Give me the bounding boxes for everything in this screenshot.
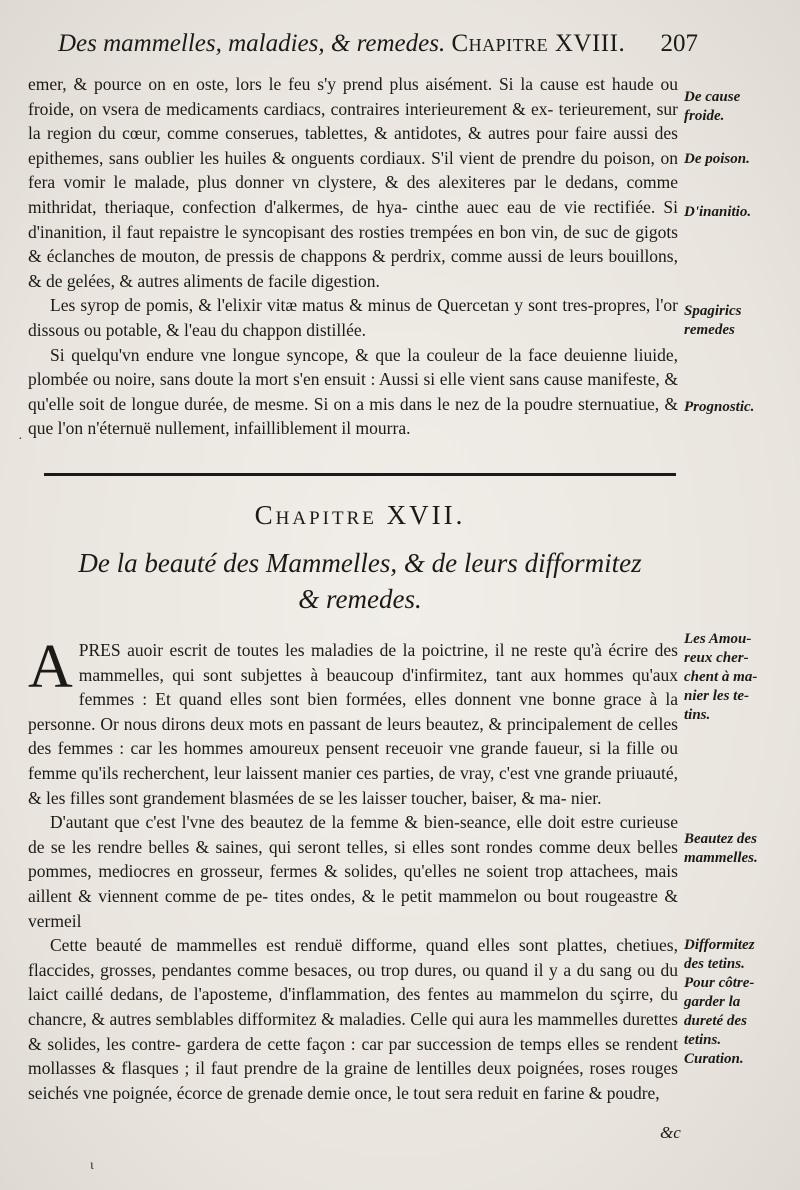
text-line: Cette beauté de mammelles est renduë difforme, quand elles sont plattes, xyxy=(50,935,617,956)
note-line: Les Amou- xyxy=(684,631,752,647)
note-line: reux cher- xyxy=(684,650,749,666)
text-line: chetiues, flaccides, grosses, pendantes comme besaces, ou trop dures, ou quand xyxy=(28,935,678,980)
margin-note-poison xyxy=(684,150,796,169)
text-line: fentes au mammelon du sçirre, du chancre, & autres semblables difformitez xyxy=(28,984,678,1029)
note-line: mammelles. xyxy=(684,850,758,866)
note-line: D'inanitio. xyxy=(684,204,752,220)
note-line: dureté des xyxy=(684,1013,747,1029)
text-line: solides, qu'elles ne soient trop attachees, mais aillent & viennent comme de pe- xyxy=(28,861,678,906)
note-line: remedes xyxy=(684,322,735,338)
text-line: mourra. xyxy=(355,418,411,439)
paragraph xyxy=(28,72,678,293)
chapter-subtitle xyxy=(40,545,680,617)
text-line: des alexiteres par le dedans, comme mithridat, theriaque, confection d'alkermes, de hya- xyxy=(28,172,678,217)
text-line: sont rondes comme deux belles pommes, mediocres en grosseur, fermes & xyxy=(28,836,678,882)
text-line: liuide, plombée ou noire, sans doute la mort s'en ensuit : Aussi si elle vient xyxy=(28,344,678,390)
ink-mark: ɩ xyxy=(90,1158,94,1173)
note-line: nier les te- xyxy=(684,688,749,704)
paragraph xyxy=(28,293,678,342)
text-line: terieurement, sur la region du cœur, comme conserues, tablettes, & antidotes, xyxy=(28,98,679,144)
page-number: 207 xyxy=(660,30,698,57)
text-line: D'autant que c'est l'vne des beautez de la femme & bien-seance, elle doit xyxy=(50,812,581,833)
text-line: vne bonne grace à la personne. Or nous dirons deux mots en passant de leurs xyxy=(28,689,679,734)
chapter-title: Chapitre XVII. xyxy=(254,500,466,530)
text-line: gardera de cette façon : car par succession de temps elles se rendent mollasses xyxy=(28,1033,678,1079)
note-line: Beautez des xyxy=(684,831,757,847)
text-line: perdrix, comme aussi de leurs bouillons, & de gelées, & autres aliments de facile xyxy=(28,246,678,291)
text-line: Si quelqu'vn endure vne longue syncope, & que la couleur de la face deuienne xyxy=(50,344,634,365)
text-line: trempées en bon vin, de suc de gigots & éclanches de mouton, de pressis de chappons & xyxy=(28,221,678,267)
section-1-text xyxy=(28,72,678,441)
catchword: &c xyxy=(660,1123,681,1142)
note-line: Pour côtre- xyxy=(684,975,755,991)
text-line: il y a du sang ou du laict caillé dedans, de l'aposteme, d'inflammation, des xyxy=(28,959,678,1005)
ink-mark: · xyxy=(18,432,23,447)
drop-cap: A xyxy=(28,633,73,701)
text-line: & maladies. Celle qui aura les mammelles durettes & solides, les contre- xyxy=(28,1008,678,1054)
text-line: S'il vient de prendre du poison, on fera vomir le malade, plus donner vn clystere, & xyxy=(28,147,678,193)
note-line: Spagirics xyxy=(684,303,742,319)
text-line: Les syrop de pomis, & l'elixir vitæ matus & minus de Quercetan y sont tres-propres, xyxy=(50,295,656,316)
note-line: garder la xyxy=(684,994,741,1010)
text-line: beautez, & principalement de celles des femmes : car les hommes amoureux xyxy=(28,713,678,759)
text-line: aux hommes qu'aux femmes : Et quand elles sont bien formées, elles donnent xyxy=(78,664,678,710)
note-line: De cause xyxy=(684,89,741,105)
note-line: chent à ma- xyxy=(684,669,758,685)
text-line: PRES auoir escrit de toutes les maladies de la poictrine, il ne reste qu'à xyxy=(78,640,609,660)
paragraph xyxy=(28,810,678,933)
margin-note-difformitez xyxy=(684,936,796,1069)
text-line: tites ondes, & le petit mammelon ou bout rougeastre & vermeil xyxy=(28,885,678,931)
text-line: & autres pour faire aussi des epithemes, sans oublier les huiles & onguents cordiaux. xyxy=(28,123,678,168)
text-line: le nez de la poudre sternuatiue, & que l'on n'éternuë nullement, infailliblement il xyxy=(28,393,678,439)
text-line: digestion. xyxy=(311,270,380,291)
subtitle-line: De la beauté des Mammelles, & de leurs difformitez xyxy=(78,548,642,578)
paragraph xyxy=(28,343,678,441)
note-line: De poison. xyxy=(684,151,750,167)
text-line: écrire des mammelles, qui sont subjettes à beaucoup d'infirmitez, tant xyxy=(78,640,678,685)
note-line: Prognostic. xyxy=(684,399,755,415)
text-line: & flasques ; il faut prendre de la graine de lentilles deux poignées, roses rouges seichés xyxy=(28,1058,678,1103)
text-line: pensent receuoir vne grande faueur, si la fille ou femme qu'ils recherchent, xyxy=(28,738,678,783)
text-line: haude ou froide, on vsera de medicaments cardiacs, contraires interieurement & ex- xyxy=(28,74,678,119)
running-title: Des mammelles, maladies, & remedes. xyxy=(58,30,446,57)
margin-note-amoureux xyxy=(684,630,796,725)
margin-note-cause xyxy=(684,88,796,126)
text-line: leur laissent manier ces parties, de vray, c'est vne grande priuauté, & les xyxy=(28,762,678,808)
running-chapter: Chapitre XVIII. xyxy=(451,30,626,57)
note-line: tins. xyxy=(684,707,711,723)
subtitle-line: & remedes. xyxy=(298,584,422,614)
text-line: sans cause manifeste, & qu'elle soit de longue durée, de mesme. Si on a mis dans xyxy=(28,369,679,414)
note-line: Curation. xyxy=(684,1051,744,1067)
text-line: nier. xyxy=(570,787,602,808)
text-line: vne poignée, écorce de grenade demie once, le tout sera reduit en farine & poudre, xyxy=(82,1082,660,1103)
text-line: emer, & pource on en oste, lors le feu s'y prend plus aisément. Si la cause est xyxy=(28,74,612,94)
section-2-text xyxy=(28,633,679,1105)
text-line: l'or dissous ou potable, & l'eau du chappon distillée. xyxy=(28,295,678,340)
note-line: Difformitez xyxy=(684,937,755,953)
running-header xyxy=(58,30,698,66)
margin-note-spagirics xyxy=(684,302,796,340)
note-line: froide. xyxy=(684,108,725,124)
margin-note-prognostic xyxy=(684,398,796,417)
note-line: tetins. xyxy=(684,1032,722,1048)
paragraph xyxy=(28,933,678,1105)
text-line: filles sont grandement blasmées de se les laisser toucher, baiser, & ma- xyxy=(69,787,571,808)
text-line: cinthe auec eau de vie rectifiée. Si d'inanition, il faut repaistre le syncopisant des rosties xyxy=(28,196,678,242)
text-line: estre curieuse de se les rendre belles & saines, qui seront telles, si elles xyxy=(28,812,678,857)
section-divider xyxy=(44,473,676,476)
paragraph xyxy=(28,633,679,810)
margin-note-beautez xyxy=(684,830,796,868)
note-line: des tetins. xyxy=(684,956,745,972)
margin-note-inanition xyxy=(684,203,796,222)
